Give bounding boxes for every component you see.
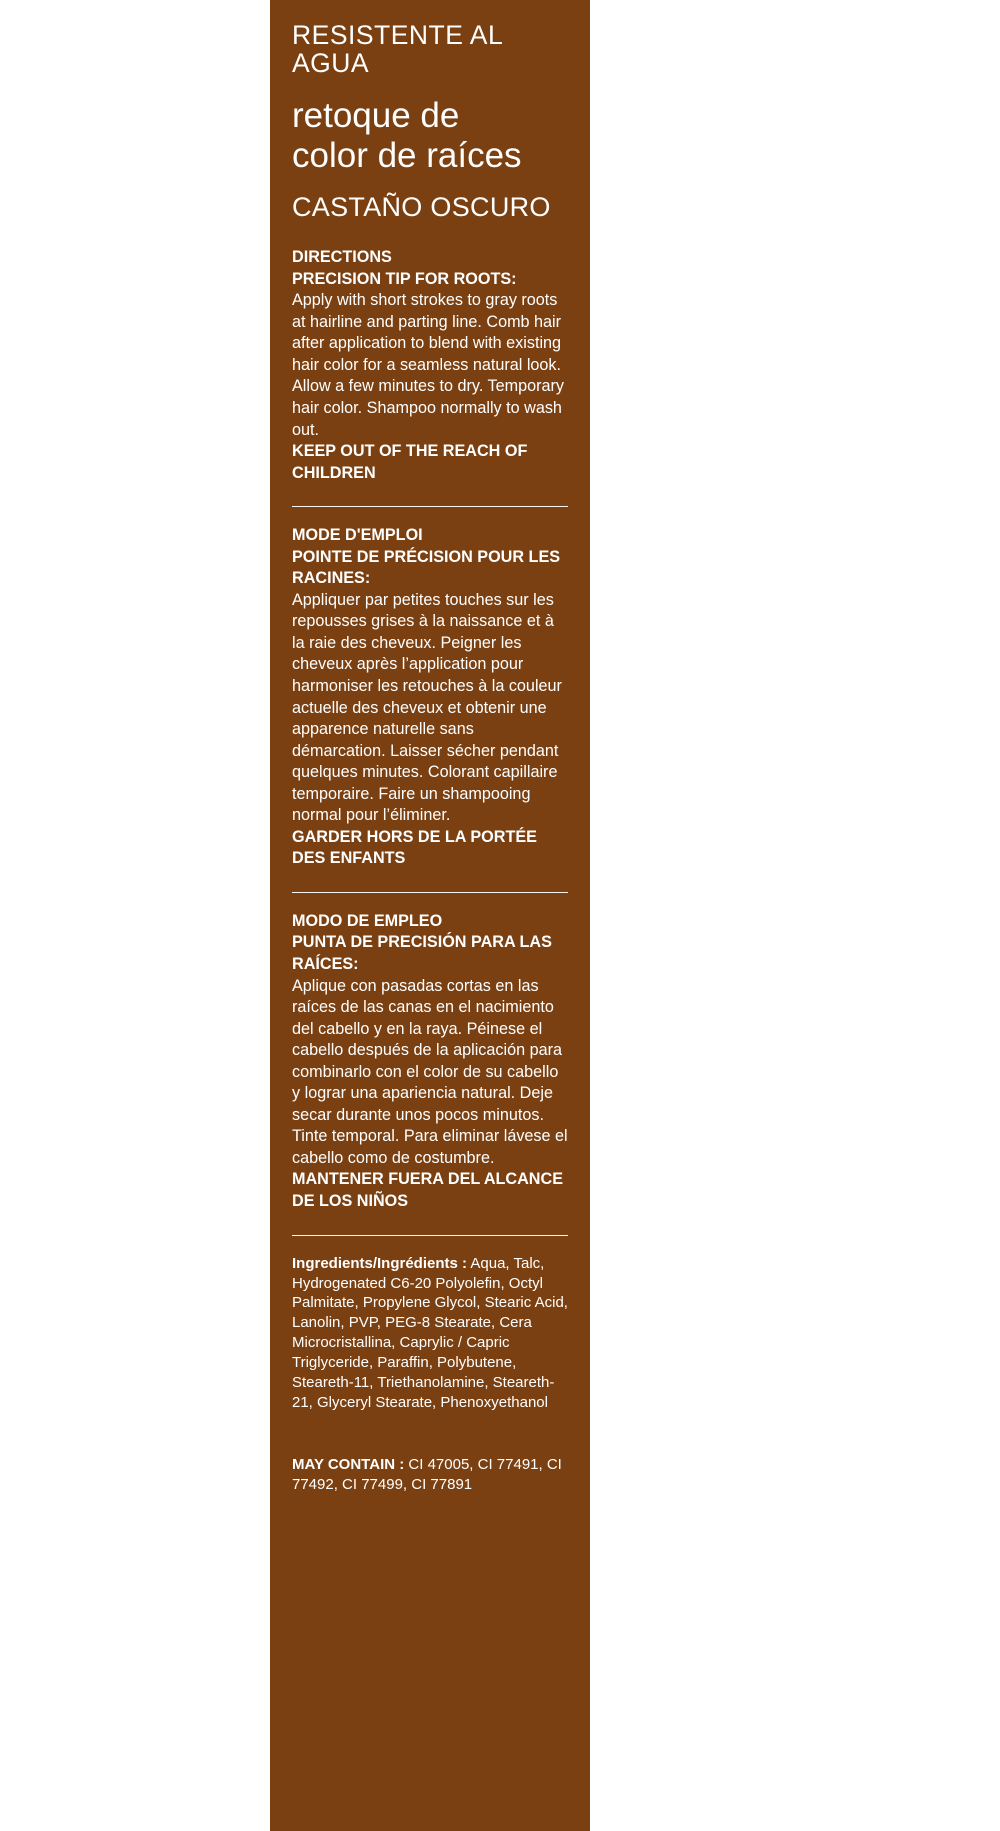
divider [292,892,568,893]
may-contain-list: CI 47005, CI 77491, CI 77492, CI 77499, CI 77891 [292,1456,562,1494]
divider [292,1235,568,1236]
header-block [292,0,568,221]
shade-name: CASTAÑO OSCURO [292,191,551,222]
directions-french [292,525,568,870]
directions-spanish-subheading: PUNTA DE PRECISIÓN PARA LAS RAÍCES: [292,933,552,974]
directions-english-subheading: PRECISION TIP FOR ROOTS: [292,269,517,288]
product-label-panel [270,0,590,1831]
ingredients-label: Ingredients/Ingrédients : [292,1254,468,1272]
ingredients-list: Aqua, Talc, Hydrogenated C6-20 Polyolefin, Octyl Palmitate, Propylene Glycol, Stearic Acid, Lanolin, PVP, PEG-8 Stearate, Cera Microcristallina, Caprylic / Capric Triglyceride, Paraffin, Polybutene, Steareth-11, Triethanolamine, Steareth-21, Glyceryl Stearate, Phenoxyethanol [292,1254,568,1412]
water-resistant-claim: RESISTENTE AL AGUA [292,20,503,78]
may-contain-label: MAY CONTAIN : [292,1456,405,1474]
divider [292,506,568,507]
directions-english-body: Apply with short strokes to gray roots at hairline and parting line. Comb hair after application to blend with existing hair color for a seamless natural look. Allow a few minutes to dry. Temporary hair color. Shampoo normally to wash out. [292,291,564,439]
directions-french-warning: GARDER HORS DE LA PORTÉE DES ENFANTS [292,827,537,868]
directions-spanish-warning: MANTENER FUERA DEL ALCANCE DE LOS NIÑOS [292,1170,563,1211]
product-title [292,96,568,177]
directions-english-warning: KEEP OUT OF THE REACH OF CHILDREN [292,442,528,482]
directions-spanish [292,911,568,1213]
product-title-line1: retoque de [292,95,460,135]
directions-english [292,247,568,484]
may-contain-block [292,1455,568,1495]
directions-french-body: Appliquer par petites touches sur les repousses grises à la naissance et à la raie des cheveux. Peigner les cheveux après l’application pour harmoniser les retouches à la couleur actuelle des cheveux et obtenir une apparence naturelle sans démarcation. Laisser sécher pendant quelques minutes. Colorant capillaire temporaire. Faire un shampooing normal pour l’éliminer. [292,590,562,825]
directions-french-subheading: POINTE DE PRÉCISION POUR LES RACINES: [292,547,561,588]
directions-spanish-heading: MODO DE EMPLEO [292,911,443,930]
directions-spanish-body: Aplique con pasadas cortas en las raíces de las canas en el nacimiento del cabello y en la raya. Péinese el cabello después de la aplicación para combinarlo con el color de su cabello y lograr una apariencia natural. Deje secar durante unos pocos minutos. Tinte temporal. Para eliminar lávese el cabello como de costumbre. [292,976,568,1167]
ingredients-block [292,1254,568,1414]
product-title-line2: color de raíces [292,136,522,176]
directions-french-heading: MODE D'EMPLOI [292,526,423,545]
directions-english-heading: DIRECTIONS [292,248,392,267]
